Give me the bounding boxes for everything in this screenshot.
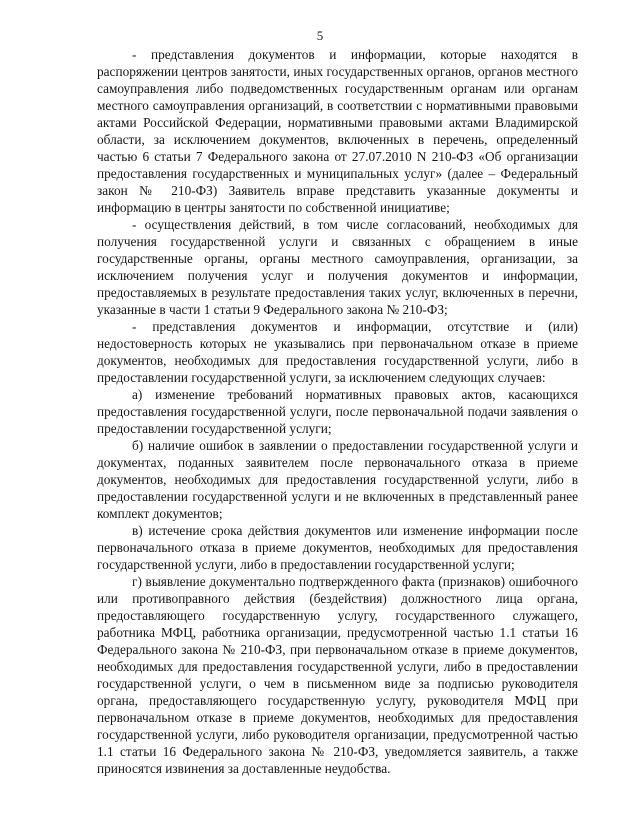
- paragraph-absent-documents: - представления документов и информации, отсутствие и (или) недостоверность которых не указывались при первоначальном отказе в приеме документов, необходимых для предоставления государственной услуги, либо в предоставлении государственной услуги, за исключением следующих случаев:: [97, 319, 578, 385]
- document-body: [97, 46, 578, 777]
- page-number: 5: [316, 28, 324, 43]
- paragraph-case-v: в) истечение срока действия документов или изменение информации после первоначального отказа в приеме документов, необходимых для предоставления государственной услуги, либо в предоставлении государственной услуги;: [97, 523, 578, 572]
- paragraph-case-b: б) наличие ошибок в заявлении о предоставлении государственной услуги и документах, поданных заявителем после первоначального отказа в приеме документов, необходимых для предоставления государственной услуги, либо в предоставлении государственной услуги и не включенных в представленный ранее комплект документов;: [97, 438, 578, 521]
- paragraph-case-g: г) выявление документально подтвержденного факта (признаков) ошибочного или противоправного действия (бездействия) должностного лица органа, предоставляющего государственную услугу, государственного служащего, работника МФЦ, работника организации, предусмотренной частью 1.1 статьи 16 Федерального закона № 210-ФЗ, при первоначальном отказе в приеме документов, необходимых для предоставления государственной услуги, либо в предоставлении государственной услуги, о чем в письменном виде за подписью руководителя органа, предоставляющего государственную услугу, руководителя МФЦ при первоначальном отказе в приеме документов, необходимых для предоставления государственной услуги, либо руководителя организации, предусмотренной частью 1.1 статьи 16 Федерального закона № 210-ФЗ, уведомляется заявитель, а также приносятся извинения за доставленные неудобства.: [97, 574, 578, 776]
- paragraph-documents-info: - представления документов и информации, которые находятся в распоряжении центров занятости, иных государственных органов, органов местного самоуправления либо подведомственных государственным органам или органам местного самоуправления организаций, в соответствии с нормативными правовыми актами Российской Федерации, нормативными правовыми актами Владимирской области, за исключением документов, включенных в перечень, определенный частью 6 статьи 7 Федерального закона от 27.07.2010 N 210-ФЗ «Об организации предоставления государственных и муниципальных услуг» (далее – Федеральный закон № 210-ФЗ) Заявитель вправе представить указанные документы и информацию в центры занятости по собственной инициативе;: [97, 47, 578, 215]
- paragraph-case-a: а) изменение требований нормативных правовых актов, касающихся предоставления государственной услуги, после первоначальной подачи заявления о предоставлении государственной услуги;: [97, 387, 578, 436]
- paragraph-actions-approvals: - осуществления действий, в том числе согласований, необходимых для получения государственной услуги и связанных с обращением в иные государственные органы, органы местного самоуправления, организации, за исключением получения услуг и получения документов и информации, предоставляемых в результате предоставления таких услуг, включенных в перечни, указанные в части 1 статьи 9 Федерального закона № 210-ФЗ;: [97, 217, 578, 317]
